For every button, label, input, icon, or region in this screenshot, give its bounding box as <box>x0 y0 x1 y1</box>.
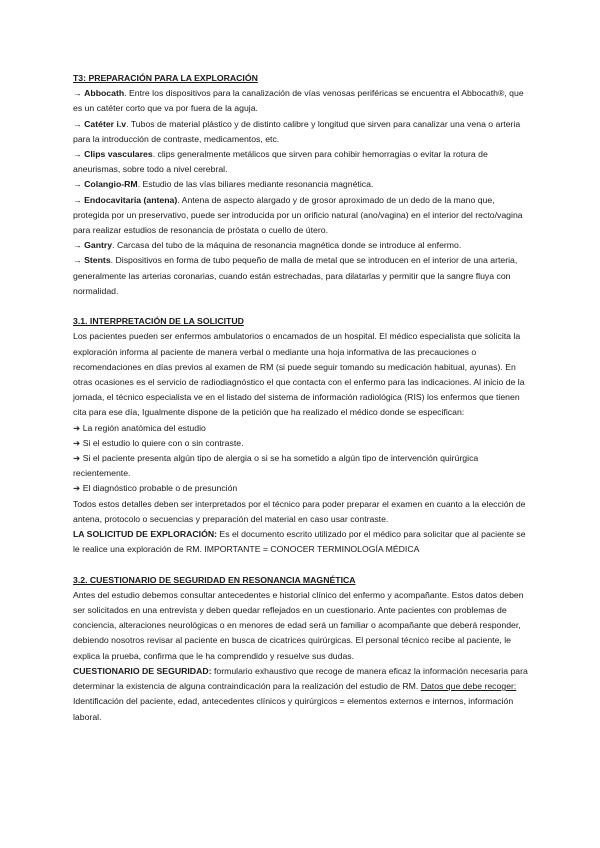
glossary-term: Abbocath <box>84 88 125 99</box>
glossary-term: Endocavitaria (antena) <box>84 194 178 205</box>
arrow-bullet-icon: ➔ <box>73 422 83 433</box>
list-item-text: Si el paciente presenta algún tipo de alergia o si se ha sometido a algún tipo de intervención quirúrgica recientemente. <box>73 453 479 479</box>
arrow-bullet-icon: ➔ <box>73 453 83 464</box>
definition-term: LA SOLICITUD DE EXPLORACIÓN: <box>73 529 217 540</box>
spacer <box>73 557 533 572</box>
glossary-text: . Antena de aspecto alargado y de grosor aproximado de un dedo de la mano que, protegida por un preservativo, puede ser introducida por un orificio natural (ano/vagina) en el interior del recto/vagina para realizar estudios de resonancia de próstata o cuello de útero. <box>73 194 523 236</box>
glossary-text: . Entre los dispositivos para la canalización de vías venosas periféricas se encuentra el Abbocath®, que es un catéter corto que va por fuera de la aguja. <box>73 88 524 114</box>
arrow-icon: → <box>73 255 85 266</box>
glossary-item-stents <box>73 253 533 299</box>
paragraph-intro: Los pacientes pueden ser enfermos ambulatorios o encamados de un hospital. El médico especialista que solicita la exploración informa al paciente de manera verbal o mediante una hoja informativa de las precauciones o recomendaciones en días previos al examen de RM (si puede seguir tomando su medicación habitual, ayunas). En otras ocasiones es el servicio de radiodiagnóstico el que contacta con el enfermo para las indicaciones. Al inicio de la jornada, el técnico especialista ve en el listado del sistema de información radiológica (RIS) los enfermos que tienen cita para ese día, Igualmente dispone de la petición que ha realizado el médico donde se especifican: <box>73 331 525 418</box>
section-heading-t3: T3: PREPARACIÓN PARA LA EXPLORACIÓN <box>73 73 258 83</box>
paragraph-closing: Todos estos detalles deben ser interpretados por el técnico para poder preparar el examen en cuanto a la elección de antena, protocolo o secuencias y preparación del material en caso usar contraste. <box>73 498 526 524</box>
glossary-item-abbocath <box>73 86 533 116</box>
glossary-text: . Dispositivos en forma de tubo pequeño de malla de metal que se introducen en el interior de una arteria, generalmente las arterias coronarias, cuando están estrechadas, para dilatarlas y permitir que la sangre fluya con normalidad. <box>73 255 518 296</box>
glossary-term: Stents <box>84 255 111 266</box>
list-item <box>73 451 533 481</box>
data-text: Identificación del paciente, edad, antecedentes clínicos y quirúrgicos = elementos externos e internos, información laboral. <box>73 696 514 722</box>
arrow-bullet-icon: ➔ <box>73 483 83 494</box>
list-item-text: El diagnóstico probable o de presunción <box>82 483 238 494</box>
glossary-text: . Estudio de las vías biliares mediante resonancia magnética. <box>137 179 374 190</box>
glossary-term: Clips vasculares <box>84 149 153 160</box>
section-heading-3-2: 3.2. CUESTIONARIO DE SEGURIDAD EN RESONANCIA MAGNÉTICA <box>73 574 356 585</box>
glossary-term: Gantry <box>84 240 113 251</box>
definition-solicitud <box>73 527 533 557</box>
glossary-item-cateter <box>73 117 533 147</box>
arrow-icon: → <box>73 240 85 251</box>
section-heading-3-1: 3.1. INTERPRETACIÓN DE LA SOLICITUD <box>73 316 244 327</box>
document-body <box>73 71 533 725</box>
arrow-bullet-icon: ➔ <box>73 437 83 448</box>
definition-text: Es el documento escrito utilizado por el médico para solicitar que al paciente se le realice una exploración de RM. IMPORTANTE = CONOCER TERMINOLOGÍA MÉDICA <box>73 529 526 555</box>
definition-term: CUESTIONARIO DE SEGURIDAD: <box>73 665 212 676</box>
arrow-icon: → <box>73 88 85 99</box>
list-item-text: La región anatómica del estudio <box>82 422 206 433</box>
glossary-item-gantry <box>73 238 533 253</box>
list-item <box>73 436 533 451</box>
definition-cuestionario <box>73 664 533 725</box>
glossary-item-endocavitaria <box>73 193 533 239</box>
glossary-text: . clips generalmente metálicos que sirven para cohibir hemorragias o evitar la rotura de aneurismas, sobre todo a nivel cerebral. <box>73 149 488 175</box>
spacer <box>73 299 533 314</box>
glossary-text: . Carcasa del tubo de la máquina de resonancia magnética donde se introduce al enfermo. <box>112 240 462 251</box>
list-item <box>73 421 533 436</box>
data-label: Datos que debe recoger: <box>420 681 517 692</box>
arrow-icon: → <box>73 149 85 160</box>
list-item-text: Si el estudio lo quiere con o sin contraste. <box>82 437 244 448</box>
glossary-term: Colangio-RM <box>84 179 138 190</box>
paragraph-intro: Antes del estudio debemos consultar antecedentes e historial clínico del enfermo y acompañante. Estos datos deben ser solicitados en una entrevista y deben quedar reflejados en un cuestionario. Ante pacientes con problemas de conciencia, alteraciones neurológicas o en menores de edad será un familiar o acompañante que deberá responder, debiendo nosotros revisar al paciente en busca de cicatrices quirúrgicas. El personal técnico recibe al paciente, le explica la prueba, confirma que le ha comprendido y resuelve sus dudas. <box>73 589 524 661</box>
glossary-item-clips <box>73 147 533 177</box>
glossary-text: . Tubos de material plástico y de distinto calibre y longitud que sirven para canalizar una vena o arteria para la introducción de contraste, medicamentos, etc. <box>73 118 521 144</box>
arrow-icon: → <box>73 179 85 190</box>
arrow-icon: → <box>73 118 85 129</box>
definition-text: formulario exhaustivo que recoge de manera eficaz la información necesaria para determinar la existencia de alguna contraindicación para la realización del estudio de RM. <box>73 665 528 692</box>
glossary-item-colangio <box>73 177 533 192</box>
arrow-icon: → <box>73 194 85 205</box>
glossary-term: Catéter i.v <box>84 118 127 129</box>
list-item <box>73 481 533 496</box>
